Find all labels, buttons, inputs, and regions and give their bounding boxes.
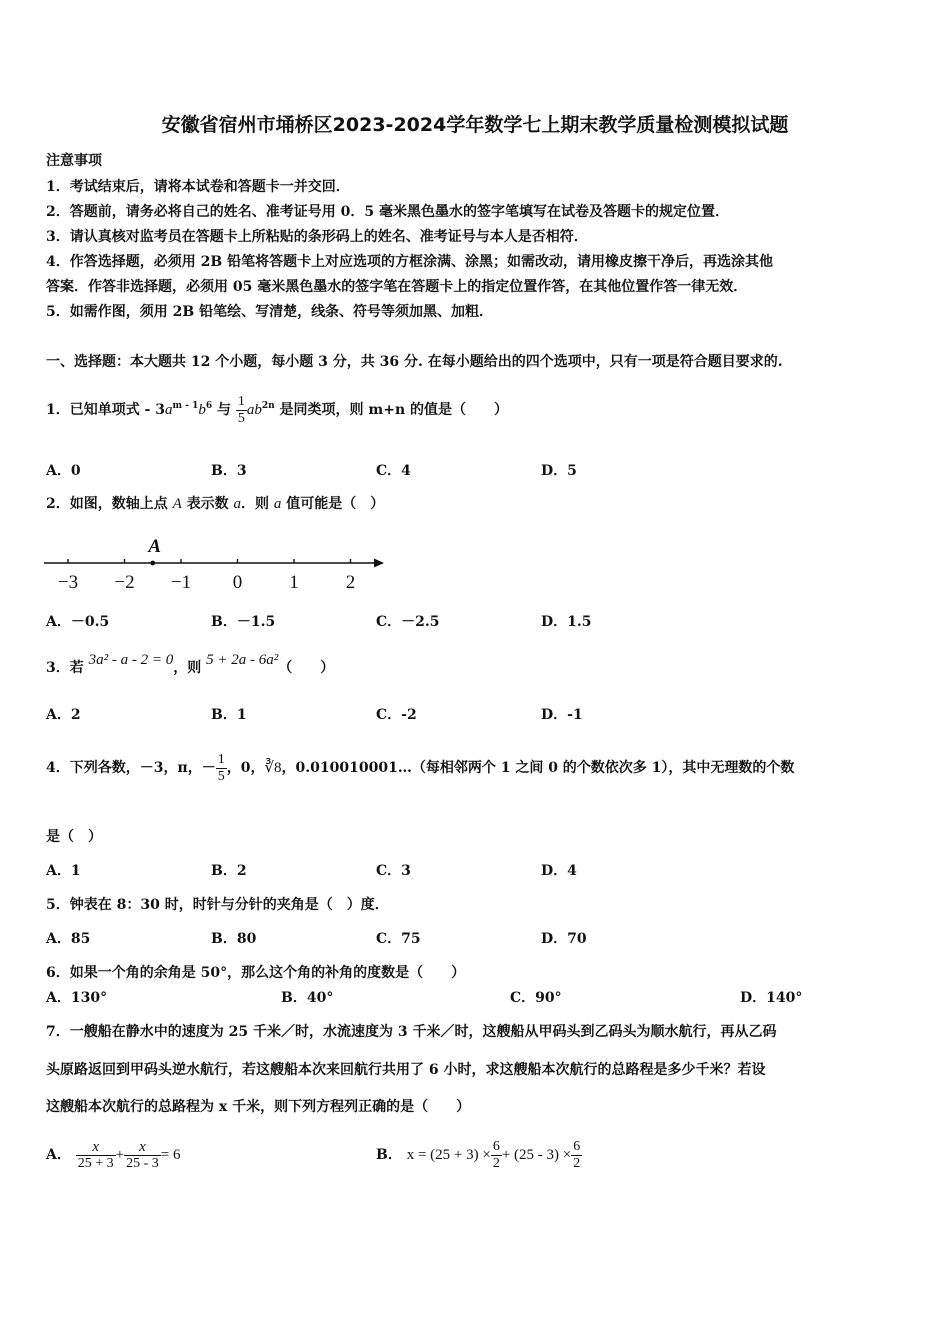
q1-fraction xyxy=(236,394,247,427)
q4-suffix: ，0.010010001…（每相邻两个 1 之间 0 的个数依次多 1），其中无理数的个数 xyxy=(281,760,795,776)
q1-exponent: 2n xyxy=(261,401,275,411)
q2-option-b: B．－1.5 xyxy=(211,614,276,630)
q4-cube-root: ∛8 xyxy=(264,760,282,776)
q4-option-a: A．1 xyxy=(46,863,81,879)
q7-b-fraction xyxy=(571,1139,582,1172)
notice-item: 答案．作答非选择题，必须用 05 毫米黑色墨水的签字笔在答题卡上的指定位置作答，在其他位置作答一律无效． xyxy=(46,279,748,295)
q4-option-d: D．4 xyxy=(541,863,577,879)
q1-var-ab: ab xyxy=(246,402,262,418)
notice-item: 4．作答选择题，必须用 2B 铅笔将答题卡上对应选项的方框涂满、涂黑；如需改动，请用橡皮擦干净后，再选涂其他 xyxy=(46,254,774,270)
q7-a-num: x xyxy=(76,1139,116,1156)
notice-item: 3．请认真核对监考员在答题卡上所粘贴的条形码上的姓名、准考证号与本人是否相符． xyxy=(46,229,588,245)
q3-prefix: 3．若 xyxy=(46,660,89,676)
q2-option-a: A．－0.5 xyxy=(46,614,110,630)
q2-text: 表示数 xyxy=(181,496,234,512)
question-7-line: 7．一艘船在静水中的速度为 25 千米／时，水流速度为 3 千米／时，这艘船从甲码头到乙码头为顺水航行，再从乙码 xyxy=(46,1024,777,1040)
q6-option-c: C．90° xyxy=(510,990,562,1006)
q2-option-c: C．－2.5 xyxy=(376,614,440,630)
q7-a-num: x xyxy=(124,1139,161,1156)
number-line-tick-label: −1 xyxy=(170,572,192,593)
q2-var: A xyxy=(172,496,182,512)
q4-mid: ，0， xyxy=(226,760,265,776)
q6-option-d: D．140° xyxy=(740,990,803,1006)
q6-option-a: A．130° xyxy=(46,990,108,1006)
point-a-marker xyxy=(150,561,155,566)
q7-b-num: 6 xyxy=(492,1138,500,1154)
point-a-label: A xyxy=(148,536,162,557)
q1-exponent: m - 1 xyxy=(172,401,199,411)
q7-a-den: 25 + 3 xyxy=(77,1155,114,1171)
q3-option-c: C．-2 xyxy=(376,707,417,723)
question-7-line: 这艘船本次航行的总路程为 x 千米，则下列方程列正确的是（ ） xyxy=(46,1099,471,1115)
question-4 xyxy=(46,745,794,791)
number-line-tick-label: −3 xyxy=(57,572,79,593)
q7-b-den: 2 xyxy=(573,1155,581,1171)
q7-b-fraction xyxy=(491,1139,502,1172)
q2-var: a xyxy=(233,496,242,512)
q7-a-fraction xyxy=(124,1139,161,1172)
q7-b-lhs: x = (25 + 3) × xyxy=(406,1147,491,1163)
q1-mid: 与 xyxy=(212,402,236,418)
q4-frac-den: 5 xyxy=(217,768,225,784)
q3-suffix: （ ） xyxy=(278,660,335,676)
question-1 xyxy=(46,385,508,431)
q7-a-rhs: = 6 xyxy=(160,1147,181,1163)
q4-fraction xyxy=(216,752,227,785)
page-title: 安徽省宿州市埇桥区2023-2024学年数学七上期末教学质量检测模拟试题 xyxy=(161,114,789,136)
q3-equation: 3a² - a - 2 = 0 xyxy=(88,652,174,668)
number-line-tick-label: −2 xyxy=(114,572,135,593)
number-line-arrow xyxy=(374,559,384,568)
q1-option-d: D．5 xyxy=(541,463,577,479)
q7-a-den: 25 - 3 xyxy=(126,1155,159,1171)
q7-a-fraction xyxy=(76,1139,116,1172)
q2-text: 值可能是（ ） xyxy=(281,496,385,512)
q1-option-b: B．3 xyxy=(211,463,247,479)
q7-b-den: 2 xyxy=(492,1155,500,1171)
q3-mid: ，则 xyxy=(173,660,207,676)
q5-option-d: D．70 xyxy=(541,931,587,947)
q2-var: a xyxy=(273,496,282,512)
q7-b-mid: + (25 - 3) × xyxy=(501,1147,572,1163)
q1-var-b: b xyxy=(198,402,206,418)
q1-frac-num: 1 xyxy=(237,393,245,409)
q5-option-c: C．75 xyxy=(376,931,421,947)
q1-option-a: A．0 xyxy=(46,463,81,479)
question-5: 5．钟表在 8：30 时，时针与分针的夹角是（ ）度． xyxy=(46,897,389,913)
notice-heading: 注意事项 xyxy=(46,153,102,169)
q3-option-a: A．2 xyxy=(46,707,81,723)
q4-continuation: 是（ ） xyxy=(46,829,102,845)
q7-option-b xyxy=(376,1135,582,1175)
q5-option-b: B．80 xyxy=(211,931,257,947)
question-3 xyxy=(46,652,335,677)
q1-var-a: a xyxy=(165,402,173,418)
q2-text: ．则 xyxy=(241,496,274,512)
notice-item: 2．答题前，请务必将自己的姓名、准考证号用 0．5 毫米黑色墨水的签字笔填写在试卷及答题卡的规定位置． xyxy=(46,204,729,220)
q3-option-d: D．-1 xyxy=(541,707,583,723)
number-line-tick-label: 0 xyxy=(232,572,243,593)
q3-expression: 5 + 2a - 6a² xyxy=(206,652,279,668)
q7-b-num: 6 xyxy=(573,1138,581,1154)
q4-option-c: C．3 xyxy=(376,863,411,879)
number-line-figure xyxy=(40,530,390,596)
q3-option-b: B．1 xyxy=(211,707,247,723)
q1-option-c: C．4 xyxy=(376,463,411,479)
number-line-tick-label: 2 xyxy=(345,572,356,593)
section-heading: 一、选择题：本大题共 12 个小题，每小题 3 分，共 36 分. 在每小题给出的四个选项中，只有一项是符合题目要求的. xyxy=(46,354,783,370)
q7-option-a-label: A． xyxy=(46,1147,71,1163)
q4-prefix: 4．下列各数，－3，π，－ xyxy=(46,760,216,776)
q7-option-b-label: B． xyxy=(376,1147,402,1163)
q5-option-a: A．85 xyxy=(46,931,91,947)
q1-exponent: 6 xyxy=(205,401,213,411)
q4-frac-num: 1 xyxy=(217,751,225,767)
number-line-tick-label: 1 xyxy=(289,572,299,593)
q1-prefix: 1．已知单项式 - 3 xyxy=(46,402,166,418)
q2-option-d: D．1.5 xyxy=(541,614,592,630)
q1-suffix: 是同类项，则 m+n 的值是（ ） xyxy=(274,402,509,418)
q1-frac-den: 5 xyxy=(237,410,245,426)
q2-text: 2．如图，数轴上点 xyxy=(46,496,173,512)
q4-option-b: B．2 xyxy=(211,863,247,879)
q7-a-plus: + xyxy=(115,1147,125,1163)
question-6: 6．如果一个角的余角是 50°，那么这个角的补角的度数是（ ） xyxy=(46,965,466,981)
question-2 xyxy=(46,495,384,513)
q7-option-a xyxy=(46,1135,181,1175)
question-7-line: 头原路返回到甲码头逆水航行，若这艘船本次来回航行共用了 6 小时，求这艘船本次航行的总路程是多少千米？若设 xyxy=(46,1062,766,1078)
notice-item: 5．如需作图，须用 2B 铅笔绘、写清楚，线条、符号等须加黑、加粗． xyxy=(46,304,494,320)
notice-item: 1．考试结束后，请将本试卷和答题卡一并交回． xyxy=(46,179,350,195)
q6-option-b: B．40° xyxy=(281,990,334,1006)
